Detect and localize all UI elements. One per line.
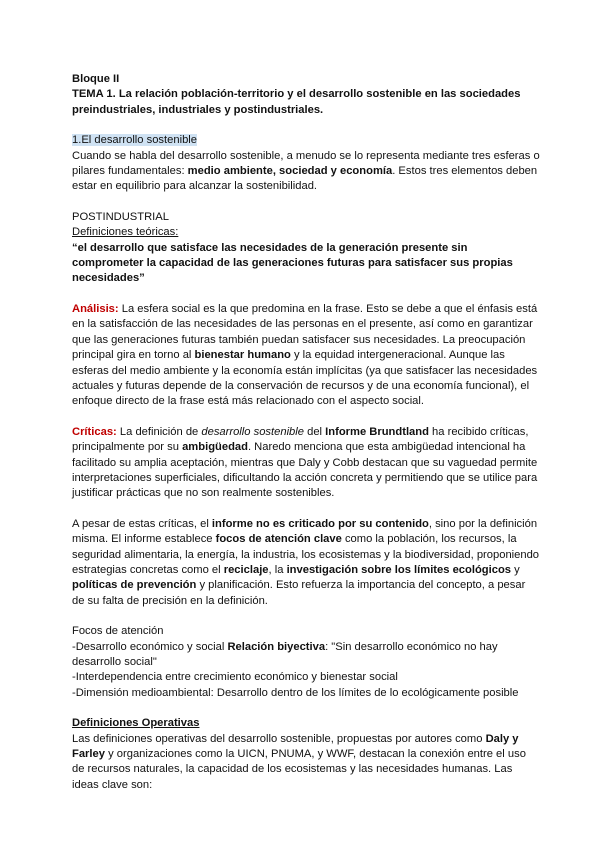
section-heading bbox=[72, 133, 540, 148]
focus-item: -Desarrollo económico y social Relación biyectiva: "Sin desarrollo económico no hay desarrollo social" bbox=[72, 640, 498, 668]
postindustrial-label: POSTINDUSTRIAL bbox=[72, 210, 169, 223]
operational-definitions-title: Definiciones Operativas bbox=[72, 717, 200, 730]
brundtland-quote: “el desarrollo que satisface las necesidades de la generación presente sin comprometer la capacidad de las generaciones futuras para satisfacer sus propias necesidades” bbox=[72, 241, 513, 285]
criticism-paragraph: Críticas: La definición de desarrollo sostenible del Informe Brundtland ha recibido críticas, principalmente por su ambigüedad. Naredo menciona que esta ambigüedad intencional ha facilitado su amplia aceptación, mientras que Daly y Cobb destacan que su vaguedad permite interpretaciones superficiales, dificultando la acción concreta y permitiendo que se utilice para justificar prácticas que no son realmente sostenibles. bbox=[72, 425, 538, 500]
focus-item: -Dimensión medioambiental: Desarrollo dentro de los límites de lo ecológicamente posible bbox=[72, 686, 519, 699]
despite-criticism-paragraph: A pesar de estas críticas, el informe no es criticado por su contenido, sino por la definición misma. El informe establece focos de atención clave como la población, los recursos, la seguridad alimentaria, la energía, la industria, los ecosistemas y la biodiversidad, proponiendo estrategias concretas como el reciclaje, la investigación sobre los límites ecológicos y políticas de prevención y planificación. Esto refuerza la importancia del concepto, a pesar de su falta de precisión en la definición. bbox=[72, 517, 540, 607]
analysis-paragraph: Análisis: La esfera social es la que predomina en la frase. Esto se debe a que el énfasis está en la satisfacción de las necesidades de las personas en el presente, así como en garantizar que las generaciones futuras también puedan satisfacer sus necesidades. La preocupación principal gira en torno al bienestar humano y la equidad intergeneracional. Aunque las esferas del medio ambiente y la economía están implícitas (ya que satisfacer las necesidades actuales y futuras depende de la conservación de recursos y de una economía funcional), el enfoque directo de la frase está más relacionado con el aspecto social. bbox=[72, 302, 538, 408]
analysis-label: Análisis: bbox=[72, 302, 119, 315]
focus-item: -Interdependencia entre crecimiento económico y bienestar social bbox=[72, 671, 398, 684]
block-label: Bloque II bbox=[72, 73, 120, 85]
operational-definitions-paragraph: Las definiciones operativas del desarrollo sostenible, propuestas por autores como Daly y Farley y organizaciones como la UICN, PNUMA, y WWF, destacan la conexión entre el uso de recursos naturales, la capacidad de los ecosistemas y las necesidades humanas. Las ideas clave son: bbox=[72, 732, 526, 791]
theoretical-definitions-label: Definiciones teóricas: bbox=[72, 226, 179, 239]
focus-title: Focos de atención bbox=[72, 625, 164, 638]
topic-title: TEMA 1. La relación población-territorio y el desarrollo sostenible en las sociedades preindustriales, industriales y postindustriales. bbox=[72, 88, 521, 116]
criticism-label: Críticas: bbox=[72, 425, 117, 438]
intro-paragraph: Cuando se habla del desarrollo sostenible, a menudo se lo representa mediante tres esferas o pilares fundamentales: medio ambiente, sociedad y economía. Estos tres elementos deben estar en equilibrio para alcanzar la sostenibilidad. bbox=[72, 149, 540, 193]
section-heading-text: 1.El desarrollo sostenible bbox=[72, 134, 197, 147]
